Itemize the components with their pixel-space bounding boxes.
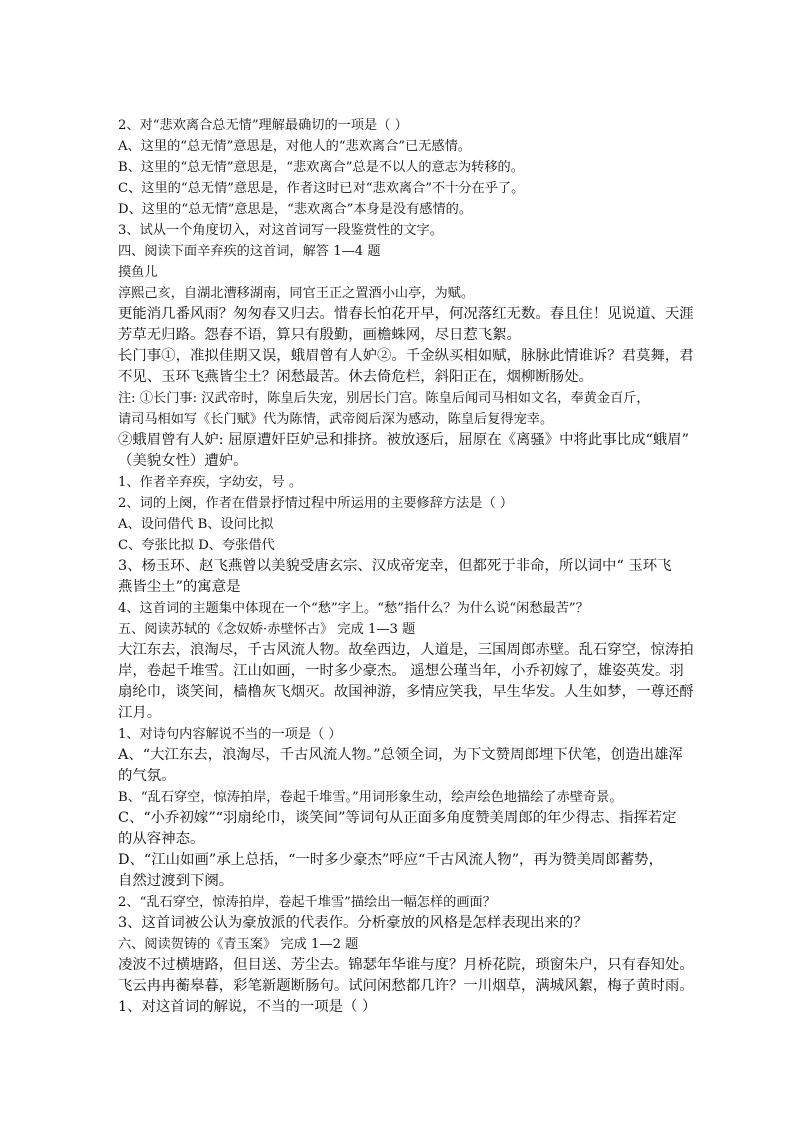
question-line: 2、“乱石穿空，惊涛拍岸，卷起千堆雪”描绘出一幅怎样的画面？	[118, 895, 496, 910]
text-line: D、这里的“总无情”意思是，“悲欢离合”本身是没有感情的。	[118, 202, 473, 217]
note-line: （美貌女性）遭妒。	[118, 453, 248, 469]
option-line: C、夸张比拟 D、夸张借代	[118, 538, 275, 553]
question-line: 3、杨玉环、赵飞燕曾以美貌受唐玄宗、汉成帝宠幸，但都死于非命，所以词中“ 玉环飞	[118, 558, 672, 574]
poem-line: 不见、玉环飞燕皆尘土？闲愁最苦。休去倚危栏，斜阳正在，烟柳断肠处。	[118, 369, 593, 385]
note-line: 注: ①长门事: 汉武帝时，陈皇后失宠，别居长门宫。陈皇后闻司马相如文名，奉黄金百斤，	[118, 391, 650, 406]
question-line: 1、对诗句内容解说不当的一项是（ ）	[118, 727, 342, 742]
poem-line: 长门事①，准拟佳期又误，蛾眉曾有人妒②。千金纵买相如赋，脉脉此情谁诉？君莫舞，君	[118, 348, 694, 364]
option-line: D、“江山如画”承上总括，“一时多少豪杰”呼应“千古风流人物”，再为赞美周郎蓄势，	[118, 852, 663, 868]
option-line: 的气氛。	[118, 768, 176, 784]
text-line: A、这里的“总无情”意思是，对他人的“悲欢离合”已无感情。	[118, 139, 471, 154]
note-line: 请司马相如写《长门赋》代为陈情，武帝阅后深为感动，陈皇后复得宠幸。	[118, 412, 554, 427]
text-line: C、这里的“总无情”意思是，作者这时已对“悲欢离合”不十分在乎了。	[118, 181, 525, 196]
option-line: 自然过渡到下阕。	[118, 873, 234, 889]
option-line: 的从容神态。	[118, 831, 205, 847]
option-line: A、“大江东去，浪淘尽，千古风流人物。”总领全词，为下文赞周郎埋下伏笔，创造出雄浑	[118, 747, 683, 763]
poem-line: 江月。	[118, 705, 162, 721]
document-page	[118, 115, 694, 1018]
poem-title: 摸鱼儿	[118, 265, 158, 280]
option-line: B、“乱石穿空，惊涛拍岸，卷起千堆雪。”用词形象生动，绘声绘色地描绘了赤壁奇景。	[118, 790, 623, 805]
poem-line: 芳草无归路。怨春不语，算只有殷勤，画檐蛛网，尽日惹飞絮。	[118, 327, 521, 343]
text-line: B、这里的“总无情”意思是，“悲欢离合”总是不以人的意志为转移的。	[118, 160, 524, 175]
section-heading: 五、阅读苏轼的《念奴娇·赤壁怀古》 完成 1—3 题	[118, 622, 416, 637]
option-line: A、设问借代 B、设问比拟	[118, 517, 274, 532]
question-line: 1、作者辛弃疾，字幼安，号 。	[118, 475, 303, 490]
text-line: 淳熙己亥，自湖北漕移湖南，同官王正之置酒小山亭，为赋。	[118, 286, 475, 301]
section-heading: 六、阅读贺铸的《青玉案》 完成 1—2 题	[118, 937, 359, 952]
note-line: ②蛾眉曾有人妒: 屈原遭奸臣妒忌和排挤。被放逐后，屈原在《离骚》中将此事比成“蛾眉”	[118, 432, 689, 448]
poem-line: 岸，卷起千堆雪。江山如画，一时多少豪杰。 遥想公瑾当年，小乔初嫁了，雄姿英发。羽	[118, 663, 684, 679]
option-line: C、“小乔初嫁”“羽扇纶巾，谈笑间”等词句从正面多角度赞美周郎的年少得志、指挥若定	[118, 810, 677, 826]
question-line: 4、这首词的主题集中体现在一个“愁”字上。“愁”指什么？为什么说“闲愁最苦”？	[118, 601, 589, 616]
question-line: 燕皆尘土”的寓意是	[118, 579, 241, 595]
section-heading: 四、阅读下面辛弃疾的这首词，解答 1—4 题	[118, 244, 381, 259]
poem-line: 飞云冉冉蘅皋暮，彩笔新题断肠句。试问闲愁都几许？一川烟草，满城风絮，梅子黄时雨。	[118, 978, 694, 994]
question-line: 1、对这首词的解说，不当的一项是（ ）	[118, 999, 377, 1015]
poem-line: 凌波不过横塘路，但目送、芳尘去。锦瑟年华谁与度？月桥花院，琐窗朱户，只有春知处。	[118, 957, 694, 973]
question-line: 3、这首词被公认为豪放派的代表作。分析豪放的风格是怎样表现出来的？	[118, 915, 588, 931]
poem-line: 更能消几番风雨？匆匆春又归去。惜春长怕花开早，何况落红无数。春且住！见说道、天涯	[118, 306, 694, 322]
text-line: 3、试从一个角度切入，对这首词写一段鉴赏性的文字。	[118, 223, 443, 238]
question-line: 2、词的上阕，作者在借景抒情过程中所运用的主要修辞方法是（ ）	[118, 496, 514, 511]
poem-line: 扇纶巾，谈笑间，樯橹灰飞烟灭。故国神游，多情应笑我，早生华发。人生如梦，一尊还酹	[118, 684, 694, 700]
text-line: 2、对“悲欢离合总无情”理解最确切的一项是（ ）	[118, 118, 408, 133]
poem-line: 大江东去，浪淘尽，千古风流人物。故垒西边，人道是，三国周郎赤壁。乱石穿空，惊涛拍	[118, 642, 694, 658]
